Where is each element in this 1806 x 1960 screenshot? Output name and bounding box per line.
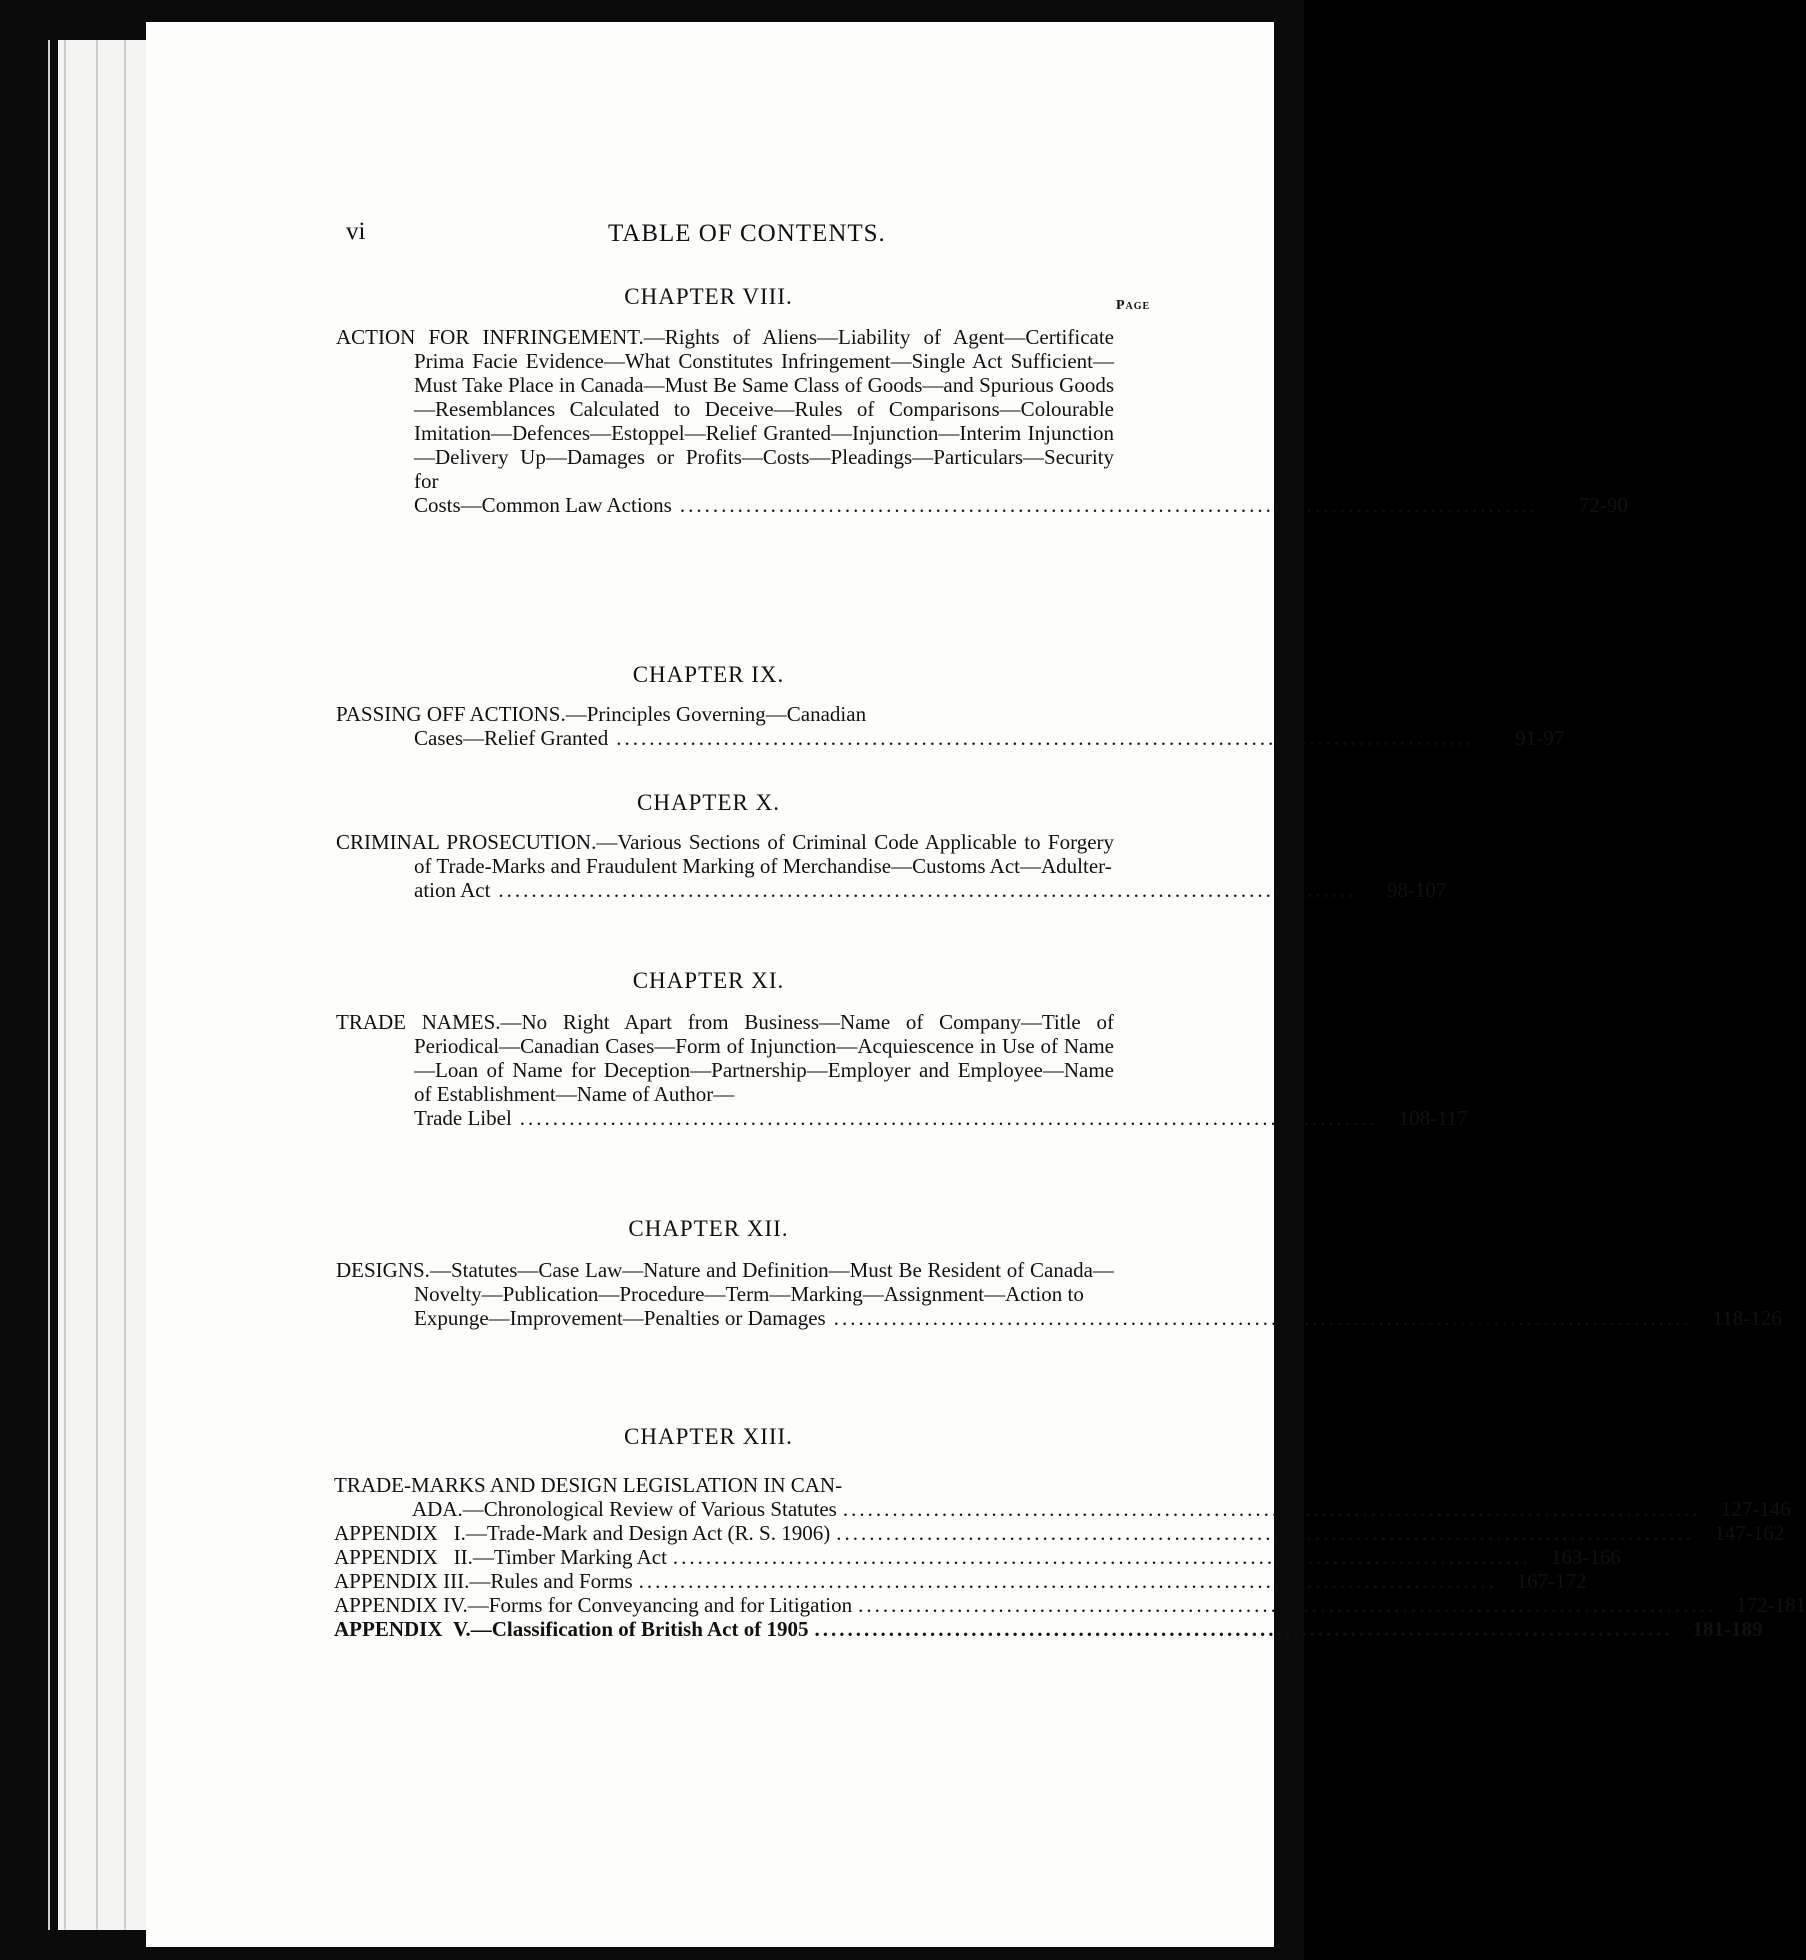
appendix-label: APPENDIX xyxy=(334,1545,438,1569)
dot-leader: ........................................................................................................ xyxy=(814,1617,1673,1641)
toc-entry xyxy=(336,1258,1782,1330)
appendix-entry xyxy=(334,1617,1763,1641)
appendix-title: —Timber Marking Act xyxy=(472,1545,667,1569)
page-range: 91-97 xyxy=(1515,726,1565,750)
toc-appendix-block xyxy=(334,1473,1806,1641)
appendix-title: —Rules and Forms xyxy=(469,1569,633,1593)
chapter-title: CHAPTER IX. xyxy=(632,662,785,687)
chapter-title: CHAPTER XIII. xyxy=(624,1424,793,1449)
book-edge-line xyxy=(64,40,66,1930)
toc-entry-tail: Expunge—Improvement—Penalties or Damages xyxy=(414,1306,826,1330)
dot-leader: ........................................................................................................ xyxy=(858,1593,1717,1617)
appendix-title: —Trade-Mark and Design Act (R. S. 1906) xyxy=(465,1521,831,1545)
dot-leader: ........................................................................................................ xyxy=(616,726,1475,750)
dot-leader: ........................................................................................................ xyxy=(672,1545,1531,1569)
appendix-entry xyxy=(334,1593,1806,1617)
appendix-label: APPENDIX xyxy=(334,1521,438,1545)
toc-entry-heading: TRADE NAMES. xyxy=(336,1010,501,1034)
appendix-label: APPENDIX xyxy=(334,1617,443,1641)
appendix-text xyxy=(334,1593,852,1617)
toc-entry-description: —Statutes—Case Law—Nature and Definition—Must Be Resident of Canada—Novelty—Publication—Procedure—Term—Marking—Assignment—Action to xyxy=(414,1258,1114,1306)
appendix-label: APPENDIX xyxy=(334,1593,438,1617)
toc-entry-heading: CRIMINAL PROSECUTION. xyxy=(336,830,597,854)
toc-entry-text xyxy=(336,830,1115,878)
appendix-number: V. xyxy=(453,1617,471,1641)
toc-entry-last-line xyxy=(414,1306,1782,1330)
toc-entry-description: —Various Sections of Criminal Code Applicable to Forgery of Trade-Marks and Fraudulent Marking of Merchandise—Customs Act—Adulter- xyxy=(414,830,1115,878)
page-range: 72-90 xyxy=(1578,493,1628,517)
book-edge-line xyxy=(48,40,50,1930)
page-range: 108-117 xyxy=(1398,1106,1468,1130)
toc-entry-heading: DESIGNS. xyxy=(336,1258,430,1282)
book-page xyxy=(146,22,1806,1947)
page-range: 167-172 xyxy=(1516,1569,1587,1593)
toc-entry-text xyxy=(336,325,1114,493)
toc-entry-last-line xyxy=(414,878,1447,902)
toc-entry-last-line xyxy=(414,726,1565,750)
page-range: 127-146 xyxy=(1720,1497,1791,1521)
toc-entry-tail: ation Act xyxy=(414,878,491,902)
page-range: 147-162 xyxy=(1714,1521,1785,1545)
chapter-title: CHAPTER X. xyxy=(637,790,780,815)
book-page-edges xyxy=(58,40,148,1930)
toc-entry xyxy=(336,702,1565,750)
page-range: 118-126 xyxy=(1712,1306,1782,1330)
chapter-title: CHAPTER XI. xyxy=(632,968,785,993)
page-range: 163-166 xyxy=(1550,1545,1621,1569)
toc-entry-description: —Rights of Aliens—Liability of Agent—Certificate Prima Facie Evidence—What Constitutes Infringement—Single Act Sufficient—Must Take Place in Canada—Must Be Same Class of Goods—and Spurious Goods—Resemblances Calculated to Deceive—Rules of Comparisons—Colourable Imitation—Defences—Estoppel—Relief Granted—Injunction—Interim Injunction—Delivery Up—Damages or Profits—Costs—Pleadings—Particulars—Security for xyxy=(414,325,1114,493)
toc-entry-last-line xyxy=(414,493,1628,517)
toc-entry-tail: Trade Libel xyxy=(414,1106,512,1130)
toc-entry-description: —No Right Apart from Business—Name of Company—Title of Periodical—Canadian Cases—Form of Injunction—Acquiescence in Use of Name—Loan of Name for Deception—Partnership—Employer and Employee—Name of Establishment—Name of Author— xyxy=(414,1010,1114,1106)
page-range: 181-189 xyxy=(1692,1617,1763,1641)
appendix-text xyxy=(334,1521,830,1545)
dot-leader: ........................................................................................................ xyxy=(498,878,1357,902)
appendix-title: —Forms for Conveyancing and for Litigation xyxy=(467,1593,853,1617)
toc-entry-heading: TRADE-MARKS AND DESIGN LEGISLATION IN CAN- xyxy=(334,1473,843,1497)
toc-entry-tail: Costs—Common Law Actions xyxy=(414,493,672,517)
dot-leader: ........................................................................................................ xyxy=(638,1569,1497,1593)
appendix-entry xyxy=(334,1569,1587,1593)
page-title: TABLE OF CONTENTS. xyxy=(608,220,886,247)
toc-entry-heading: ACTION FOR INFRINGEMENT. xyxy=(336,325,644,349)
appendix-number: II. xyxy=(453,1545,473,1569)
chapter-title: CHAPTER VIII. xyxy=(624,284,793,309)
dot-leader: ........................................................................................................ xyxy=(519,1106,1378,1130)
appendix-entry xyxy=(334,1545,1621,1569)
dot-leader: ........................................................................................................ xyxy=(836,1521,1695,1545)
page-column-label: Page xyxy=(1116,298,1151,313)
page-range: 172-181 xyxy=(1736,1593,1806,1617)
appendix-text xyxy=(334,1569,633,1593)
chapter-title: CHAPTER XII. xyxy=(628,1216,789,1241)
toc-entry xyxy=(336,325,1628,517)
book-edge-line xyxy=(124,40,126,1930)
toc-entry-heading: PASSING OFF ACTIONS. xyxy=(336,702,566,726)
dot-leader: ........................................................................................................ xyxy=(833,1306,1692,1330)
toc-entry-tail: ADA.—Chronological Review of Various Statutes xyxy=(412,1497,837,1521)
page-folio: vi xyxy=(346,218,366,245)
toc-entry-last-line xyxy=(414,1106,1468,1130)
appendix-text xyxy=(334,1545,667,1569)
toc-entry-tail: Cases—Relief Granted xyxy=(414,726,609,750)
toc-entry-text xyxy=(336,702,1114,726)
appendix-number: III. xyxy=(443,1569,470,1593)
toc-entry xyxy=(336,1010,1468,1130)
dot-leader: ........................................................................................................ xyxy=(842,1497,1701,1521)
appendix-number: I. xyxy=(453,1521,466,1545)
running-head xyxy=(146,218,1274,258)
appendix-label: APPENDIX xyxy=(334,1569,438,1593)
toc-entry-text xyxy=(336,1010,1114,1106)
appendix-entry xyxy=(334,1521,1785,1545)
toc-entry-last-line xyxy=(412,1497,1791,1521)
toc-entry-description: —Principles Governing—Canadian xyxy=(565,702,867,726)
toc-entry-text xyxy=(336,1258,1114,1306)
appendix-title: —Classification of British Act of 1905 xyxy=(470,1617,809,1641)
dot-leader: ........................................................................................................ xyxy=(679,493,1538,517)
book-edge-line xyxy=(96,40,98,1930)
toc-entry xyxy=(336,830,1447,902)
appendix-number: IV. xyxy=(443,1593,468,1617)
appendix-text xyxy=(334,1617,808,1641)
page-range: 98-107 xyxy=(1386,878,1447,902)
